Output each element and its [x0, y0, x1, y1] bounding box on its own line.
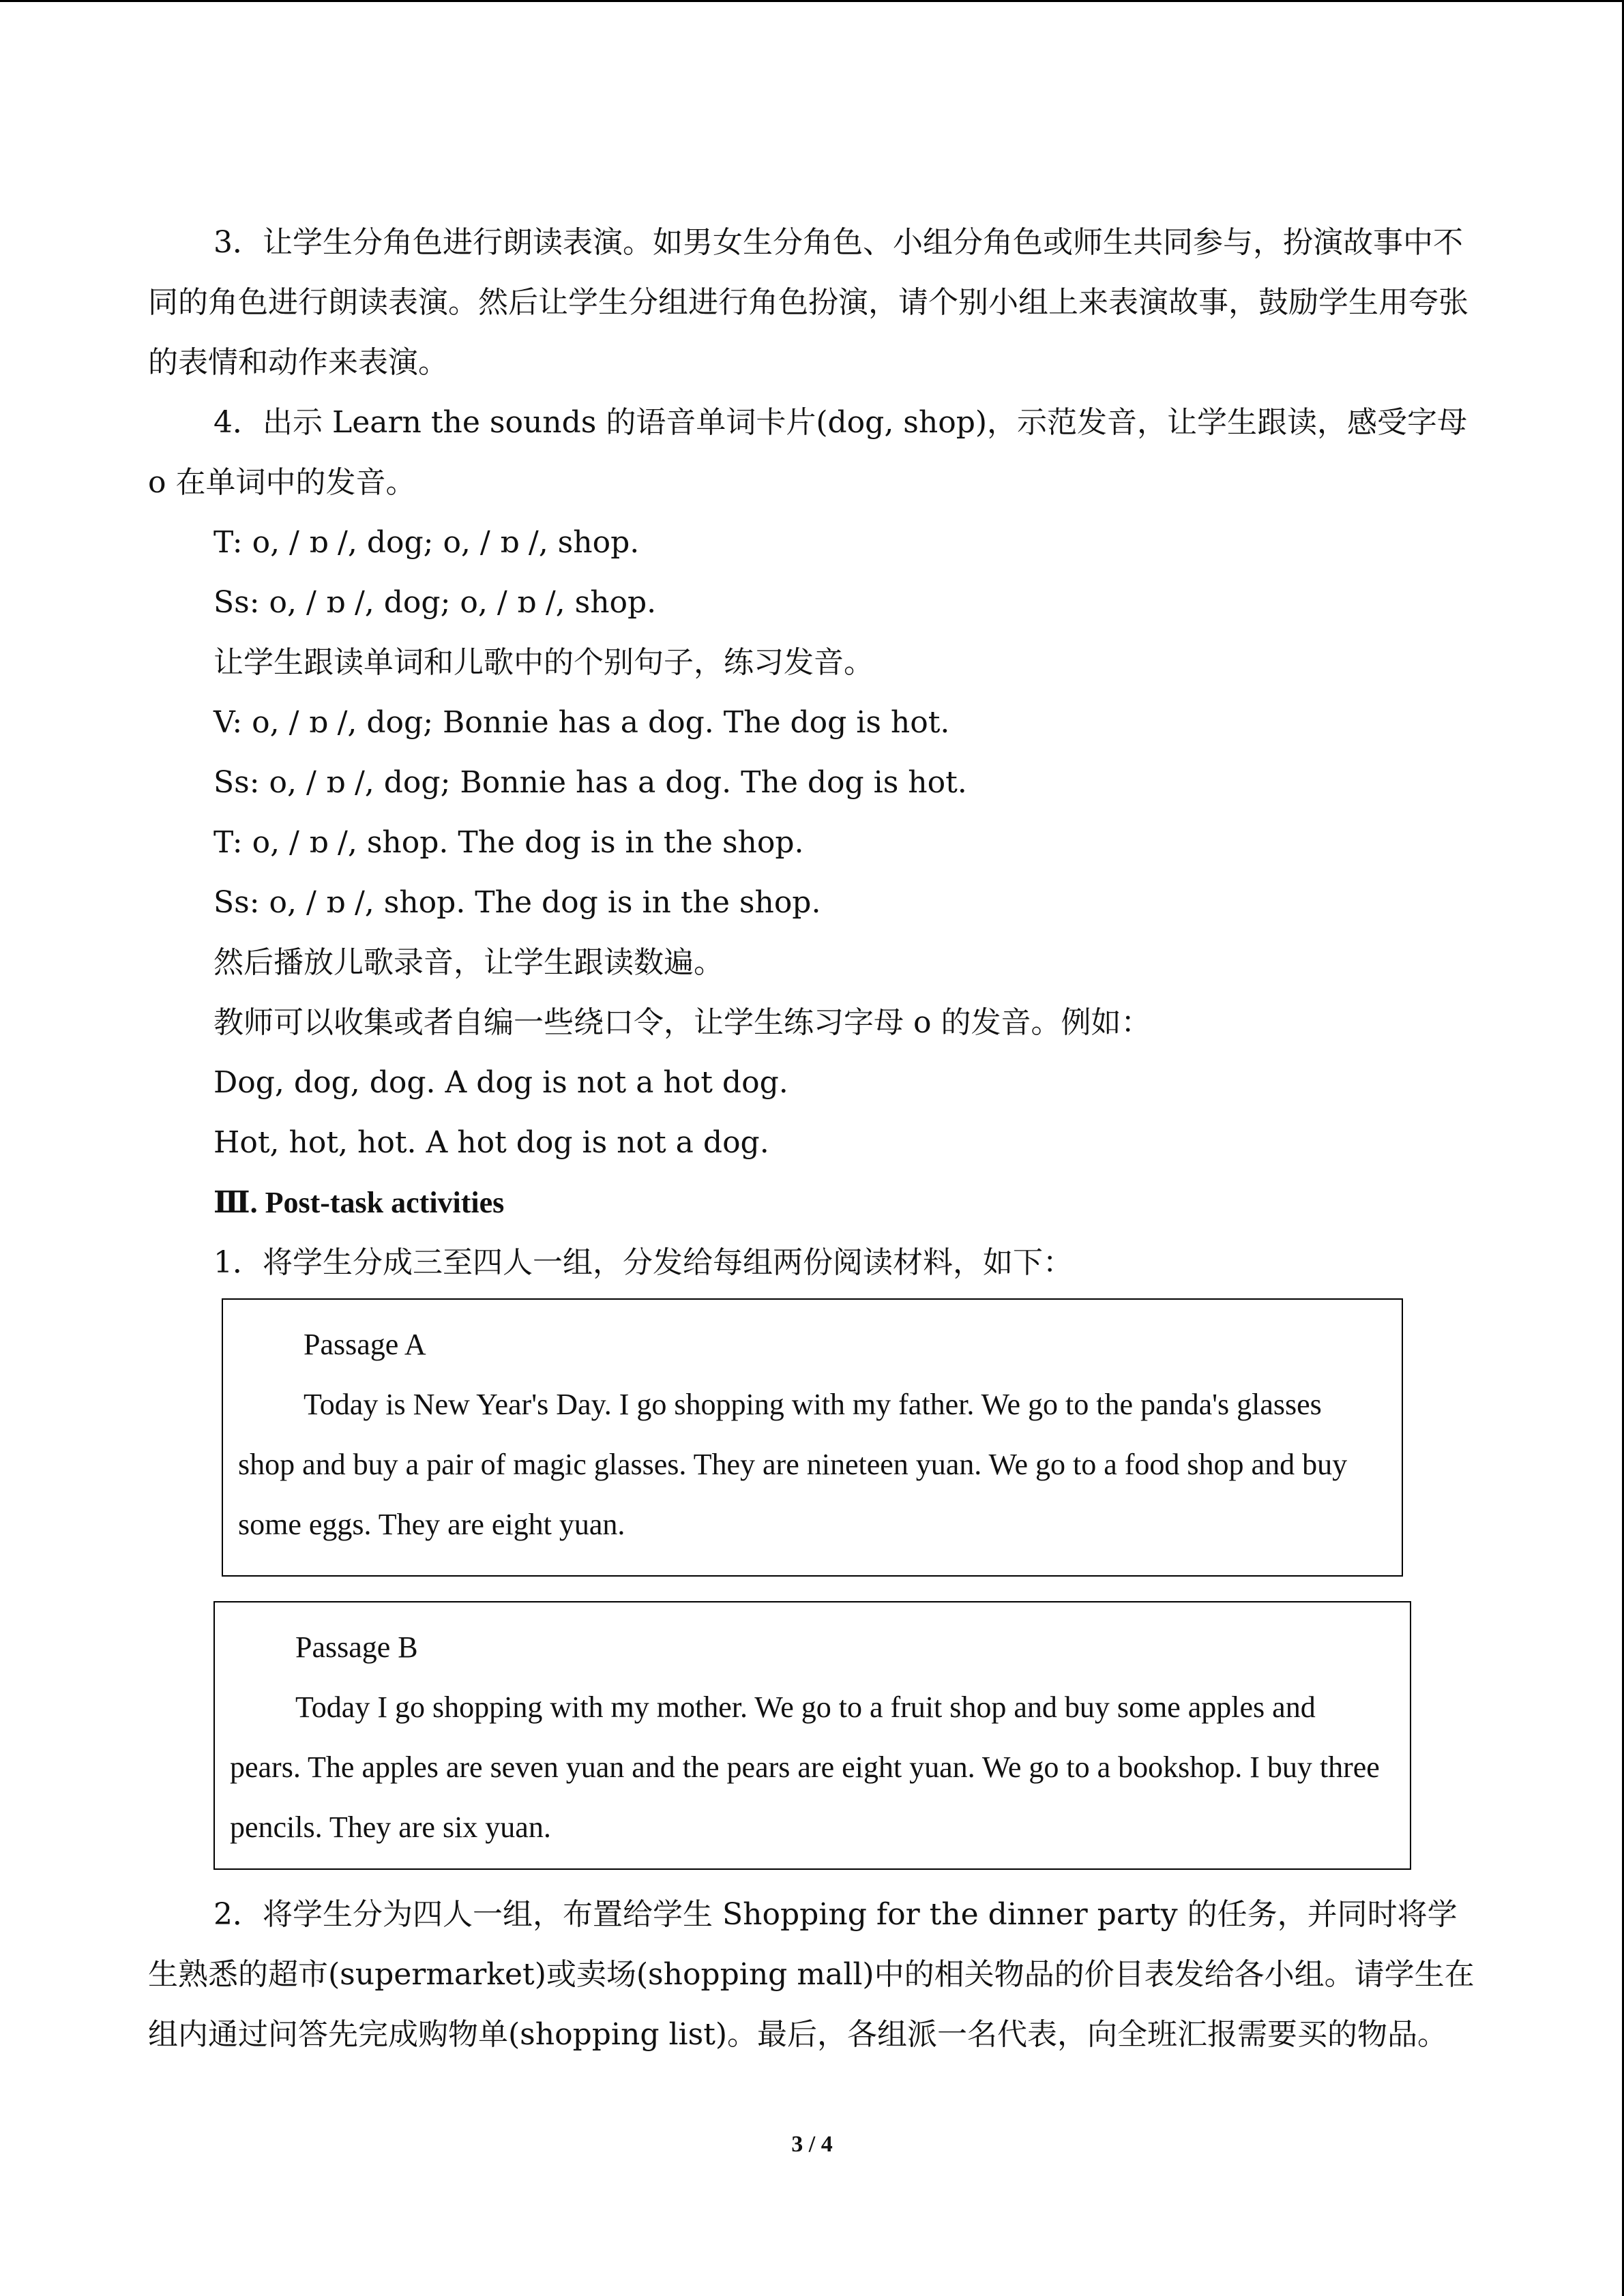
passage-a-box — [222, 1298, 1403, 1577]
post-task-item-1: 1．将学生分成三至四人一组，分发给每组两份阅读材料，如下： — [213, 1245, 1073, 1280]
passage-b-box — [213, 1601, 1411, 1870]
dialogue-line: T: o, / ɒ /, shop. The dog is in the shop. — [213, 825, 804, 860]
instruction-line: 教师可以收集或者自编一些绕口令，让学生练习字母 o 的发音。例如： — [213, 1005, 1151, 1040]
tongue-twister-line: Dog, dog, dog. A dog is not a hot dog. — [213, 1065, 788, 1100]
section-heading: Ⅲ. Post-task activities — [213, 1186, 505, 1219]
dialogue-line: Ss: o, / ɒ /, shop. The dog is in the shop. — [213, 885, 821, 920]
paragraph-step-4: 4．出示 Learn the sounds 的语音单词卡片(dog, shop)，示范发音，让学生跟读，感受字母 o 在单词中的发音。 — [148, 405, 1468, 500]
passage-a-body: Today is New Year's Day. I go shopping with my father. We go to the panda's glasses shop and buy a pair of magic glasses. They are nineteen yuan. We go to a food shop and buy some eggs. They are eight yuan. — [238, 1388, 1348, 1541]
instruction-line: 然后播放儿歌录音，让学生跟读数遍。 — [213, 945, 724, 980]
passage-b-title: Passage B — [295, 1630, 418, 1664]
instruction-line: 让学生跟读单词和儿歌中的个别句子，练习发音。 — [213, 645, 874, 680]
passage-a-title: Passage A — [304, 1328, 426, 1361]
document-body — [148, 213, 1475, 2065]
paragraph-step-3: 3．让学生分角色进行朗读表演。如男女生分角色、小组分角色或师生共同参与，扮演故事中不同的角色进行朗读表演。然后让学生分组进行角色扮演，请个别小组上来表演故事，鼓励学生用夸张的表情和动作来表演。 — [148, 225, 1468, 380]
tongue-twister-line: Hot, hot, hot. A hot dog is not a dog. — [213, 1125, 769, 1160]
dialogue-line: Ss: o, / ɒ /, dog; o, / ɒ /, shop. — [213, 585, 657, 620]
dialogue-line: T: o, / ɒ /, dog; o, / ɒ /, shop. — [213, 525, 640, 560]
dialogue-line: Ss: o, / ɒ /, dog; Bonnie has a dog. The dog is hot. — [213, 765, 967, 800]
passage-b-body: Today I go shopping with my mother. We go to a fruit shop and buy some apples and pears. The apples are seven yuan and the pears are eight yuan. We go to a bookshop. I buy three pencils. They are six yuan. — [230, 1690, 1380, 1844]
dialogue-line: V: o, / ɒ /, dog; Bonnie has a dog. The dog is hot. — [213, 705, 950, 740]
post-task-item-2: 2．将学生分为四人一组，布置给学生 Shopping for the dinner party 的任务，并同时将学生熟悉的超市(supermarket)或卖场(shopping mall)中的相关物品的价目表发给各小组。请学生在组内通过问答先完成购物单(shopping list)。最后，各组派一名代表，向全班汇报需要买的物品。 — [148, 1897, 1475, 2052]
page-number: 3 / 4 — [791, 2132, 833, 2157]
